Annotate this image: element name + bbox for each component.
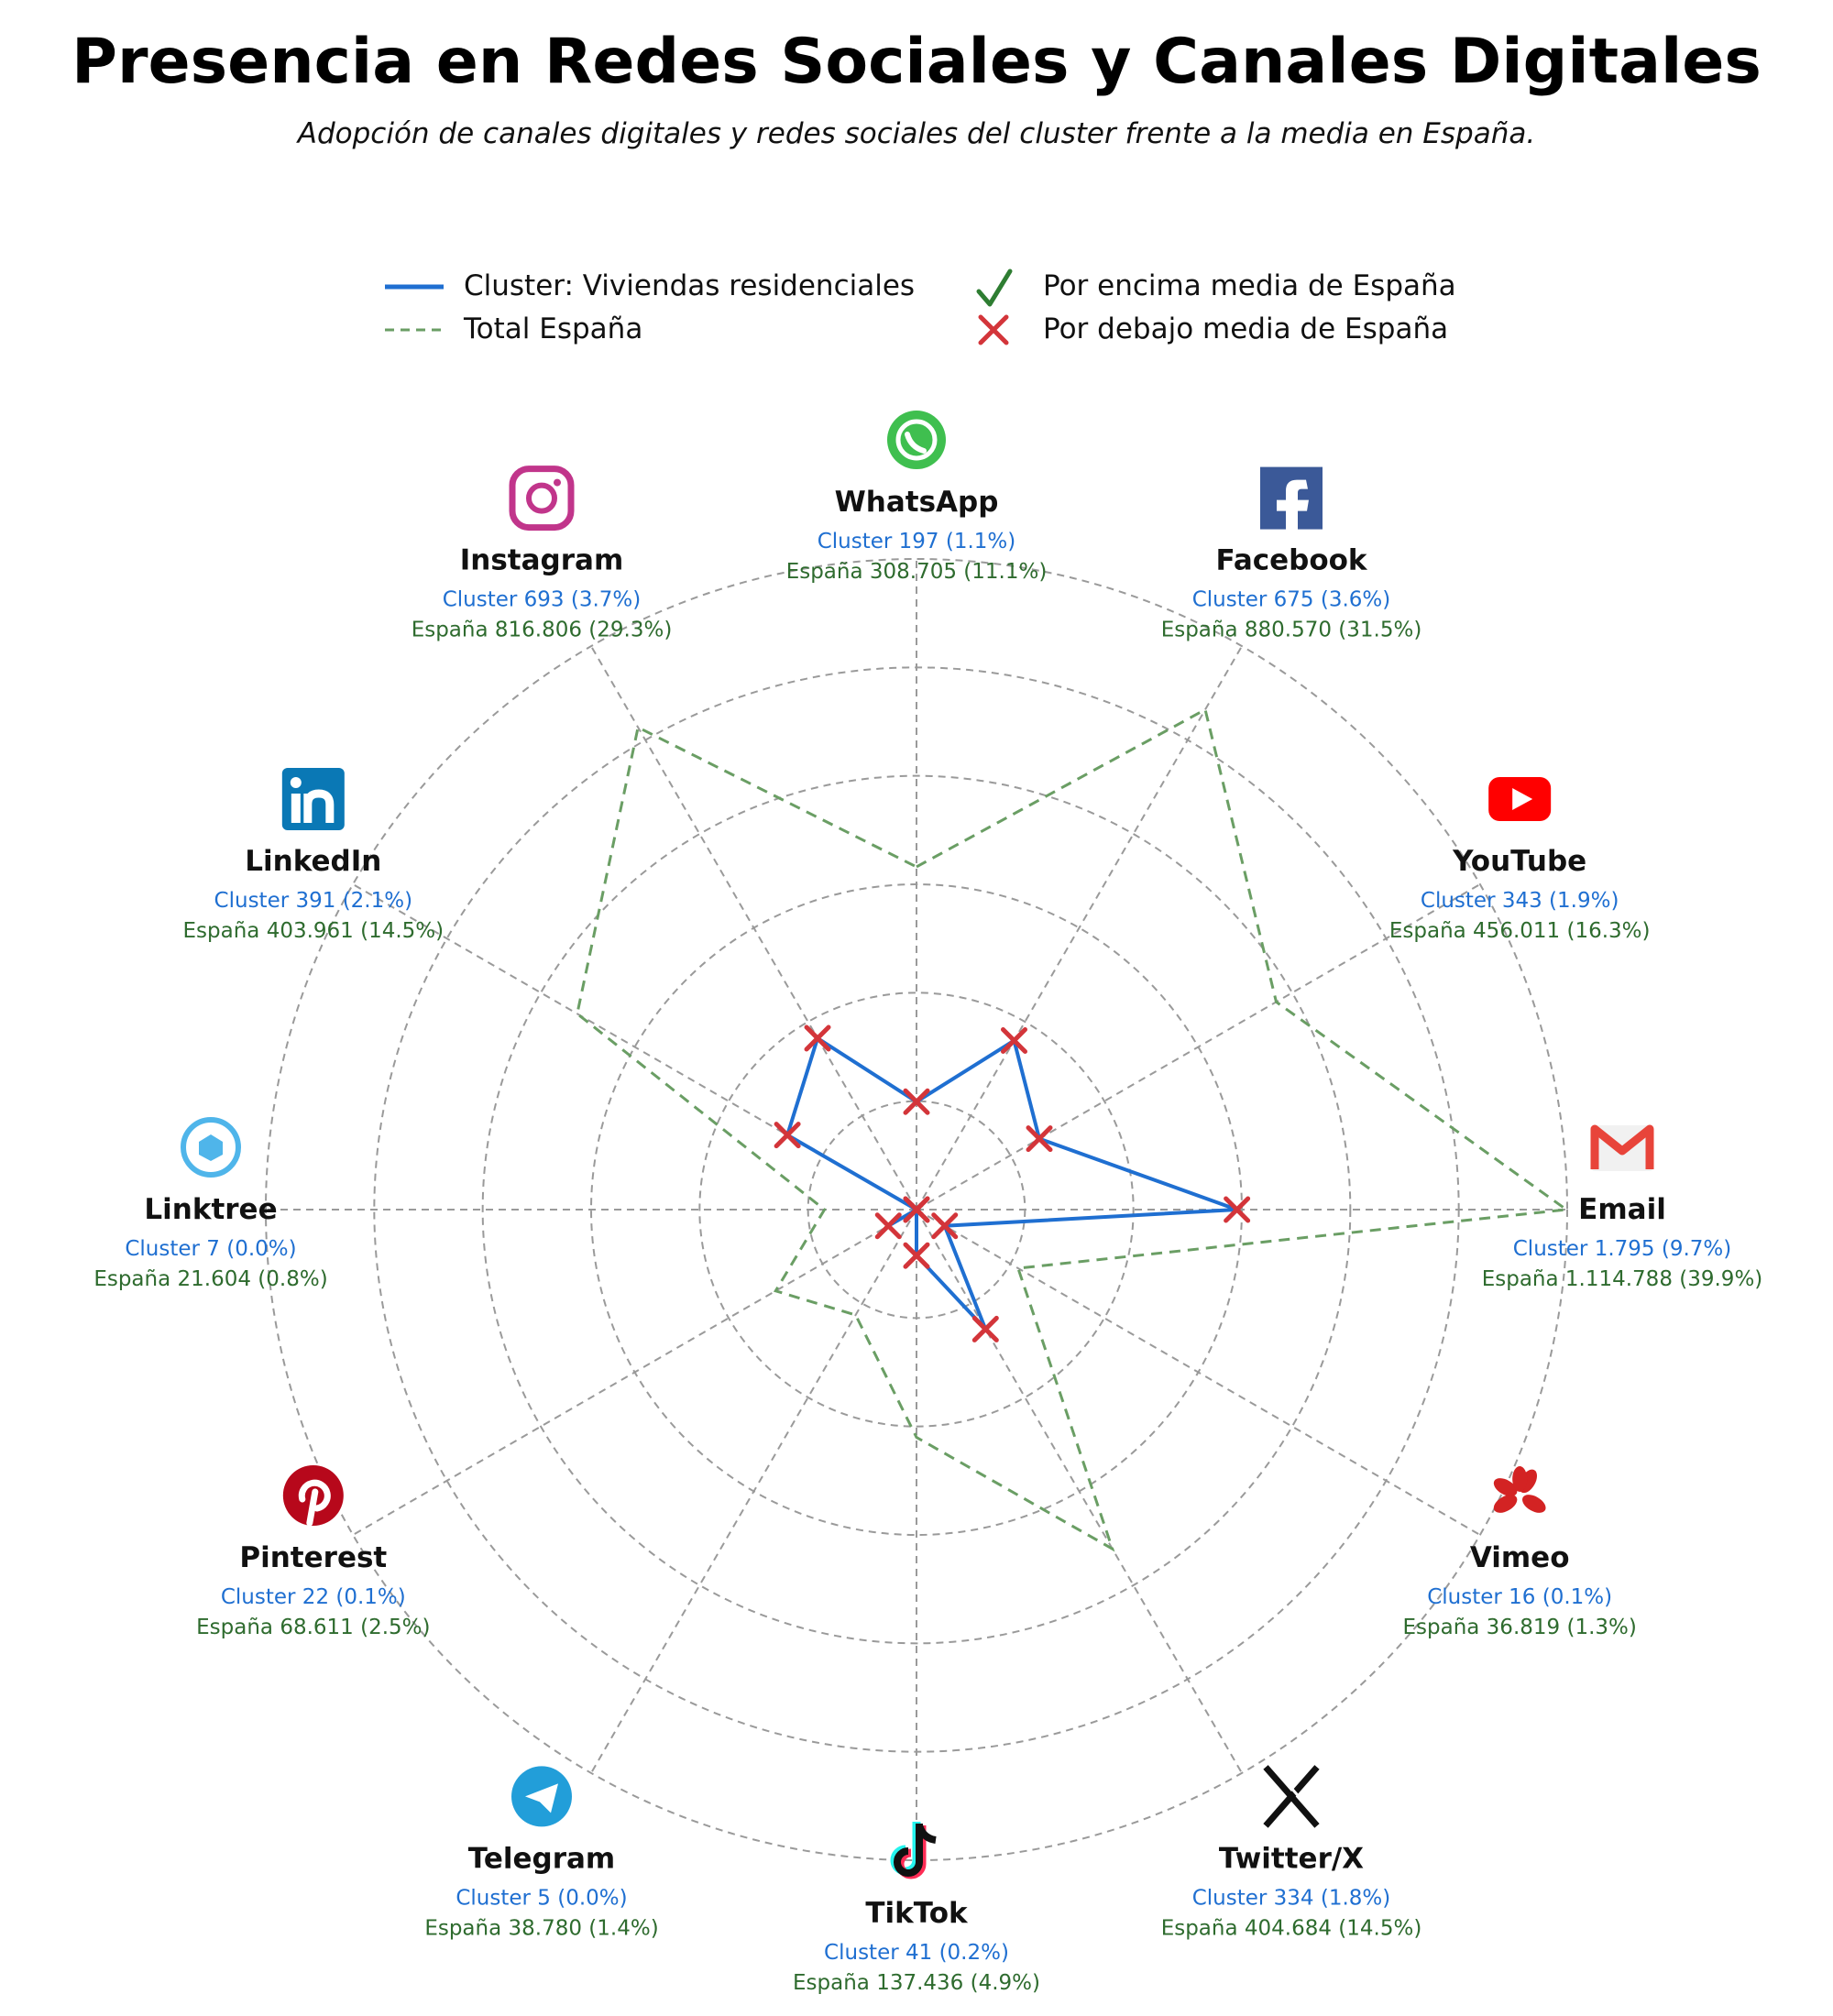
grid-spoke — [916, 1210, 1242, 1773]
spain-value-label: España 137.436 (4.9%) — [793, 1971, 1040, 1995]
legend-below-label: Por debajo media de España — [1043, 312, 1449, 345]
cluster-value-label: Cluster 5 (0.0%) — [456, 1886, 628, 1911]
axis-label-tiktok — [793, 1822, 1040, 1995]
axis-name: YouTube — [1453, 845, 1587, 878]
cross-marker — [1004, 1030, 1026, 1052]
axis-label-instagram — [412, 469, 673, 642]
youtube-icon — [1488, 777, 1551, 821]
cluster-value-label: Cluster 7 (0.0%) — [125, 1237, 297, 1261]
marker-below-espana — [1028, 1128, 1050, 1150]
axis-name: LinkedIn — [245, 845, 382, 878]
linkedin-dot — [291, 777, 302, 788]
spain-value-label: España 404.684 (14.5%) — [1160, 1916, 1422, 1941]
linkedin-icon — [282, 768, 345, 830]
pinterest-icon — [283, 1465, 344, 1526]
marker-below-espana — [776, 1124, 798, 1146]
axis-label-email — [1482, 1125, 1763, 1291]
spain-value-label: España 816.806 (29.3%) — [411, 618, 673, 642]
telegram-icon — [511, 1766, 572, 1826]
instagram-dot — [554, 479, 561, 487]
axis-label-whatsapp — [786, 411, 1048, 584]
axis-label-linktree — [93, 1120, 327, 1291]
tiktok-icon — [895, 1822, 936, 1875]
spain-value-label: España 68.611 (2.5%) — [196, 1616, 431, 1639]
spain-value-label: España 21.604 (0.8%) — [93, 1267, 328, 1291]
axis-label-twitterx — [1161, 1767, 1422, 1940]
yelp-icon — [1490, 1466, 1548, 1517]
axis-name: Facebook — [1215, 543, 1367, 577]
whatsapp-icon — [887, 411, 946, 469]
legend-total-label: Total España — [464, 312, 643, 345]
axis-name: Email — [1578, 1193, 1666, 1226]
gmail-icon — [1591, 1125, 1653, 1171]
marker-below-espana — [877, 1215, 899, 1237]
axis-label-linkedin — [183, 768, 445, 943]
spain-value-label: España 880.570 (31.5%) — [1160, 618, 1422, 642]
cross-marker — [776, 1124, 798, 1146]
cross-marker — [807, 1027, 829, 1049]
spain-value-label: España 403.961 (14.5%) — [182, 919, 445, 943]
series-total-espana — [577, 709, 1566, 1549]
axis-label-facebook — [1161, 467, 1422, 642]
grid-spoke — [591, 1210, 916, 1773]
axis-label-vimeo — [1402, 1466, 1636, 1639]
axis-name: TikTok — [865, 1897, 968, 1930]
cluster-value-label: Cluster 343 (1.9%) — [1420, 889, 1619, 913]
cluster-value-label: Cluster 675 (3.6%) — [1191, 587, 1391, 612]
cross-marker — [1028, 1128, 1050, 1150]
linktree-icon — [183, 1120, 238, 1175]
axis-name: Pinterest — [239, 1541, 388, 1574]
axis-label-telegram — [424, 1766, 658, 1940]
marker-below-espana — [807, 1027, 829, 1049]
cluster-value-label: Cluster 693 (3.7%) — [442, 587, 642, 612]
cluster-value-label: Cluster 41 (0.2%) — [824, 1941, 1009, 1965]
axis-name: Linktree — [144, 1193, 278, 1226]
grid-spoke — [353, 1210, 916, 1535]
cluster-value-label: Cluster 16 (0.1%) — [1427, 1585, 1613, 1609]
cross-marker — [877, 1215, 899, 1237]
yelp-petal — [1512, 1466, 1527, 1492]
chart-subtitle: Adopción de canales digitales y redes sociales del cluster frente a la media en España. — [297, 117, 1536, 150]
cluster-value-label: Cluster 22 (0.1%) — [220, 1585, 406, 1609]
cluster-value-label: Cluster 1.795 (9.7%) — [1512, 1237, 1732, 1261]
instagram-icon — [512, 469, 571, 528]
x-glyph — [1266, 1767, 1317, 1825]
spain-value-label: España 36.819 (1.3%) — [1402, 1616, 1637, 1639]
marker-below-espana — [1004, 1030, 1026, 1052]
cross-marker — [974, 1318, 996, 1340]
axis-label-pinterest — [196, 1465, 430, 1639]
spain-value-label: España 1.114.788 (39.9%) — [1481, 1267, 1763, 1291]
axis-name: Telegram — [467, 1842, 616, 1876]
legend-cluster-label: Cluster: Viviendas residenciales — [464, 269, 916, 302]
grid-spoke — [591, 646, 916, 1210]
x-glyph-inner — [1273, 1767, 1324, 1825]
axis-label-youtube — [1389, 777, 1651, 943]
spain-value-label: España 456.011 (16.3%) — [1388, 919, 1651, 943]
axis-name: Instagram — [459, 543, 624, 577]
grid-spoke — [916, 646, 1242, 1210]
spain-value-label: España 308.705 (11.1%) — [785, 560, 1048, 584]
instagram-lens — [529, 486, 554, 511]
facebook-icon — [1260, 467, 1323, 533]
series-cluster — [787, 1038, 1237, 1329]
yelp-petal — [1520, 1491, 1549, 1517]
cluster-value-label: Cluster 197 (1.1%) — [817, 530, 1016, 553]
cluster-value-label: Cluster 391 (2.1%) — [214, 889, 413, 913]
linkedin-i — [291, 794, 301, 823]
spain-value-label: España 38.780 (1.4%) — [424, 1916, 659, 1941]
instagram-frame — [512, 469, 571, 528]
x-icon — [1266, 1767, 1324, 1825]
cluster-value-label: Cluster 334 (1.8%) — [1191, 1886, 1391, 1911]
axis-name: Vimeo — [1469, 1541, 1570, 1574]
legend-above-label: Por encima media de España — [1043, 269, 1456, 302]
chart-title: Presencia en Redes Sociales y Canales Digitales — [71, 26, 1762, 98]
axis-name: Twitter/X — [1218, 1842, 1365, 1876]
axis-name: WhatsApp — [834, 486, 999, 519]
marker-below-espana — [974, 1318, 996, 1340]
